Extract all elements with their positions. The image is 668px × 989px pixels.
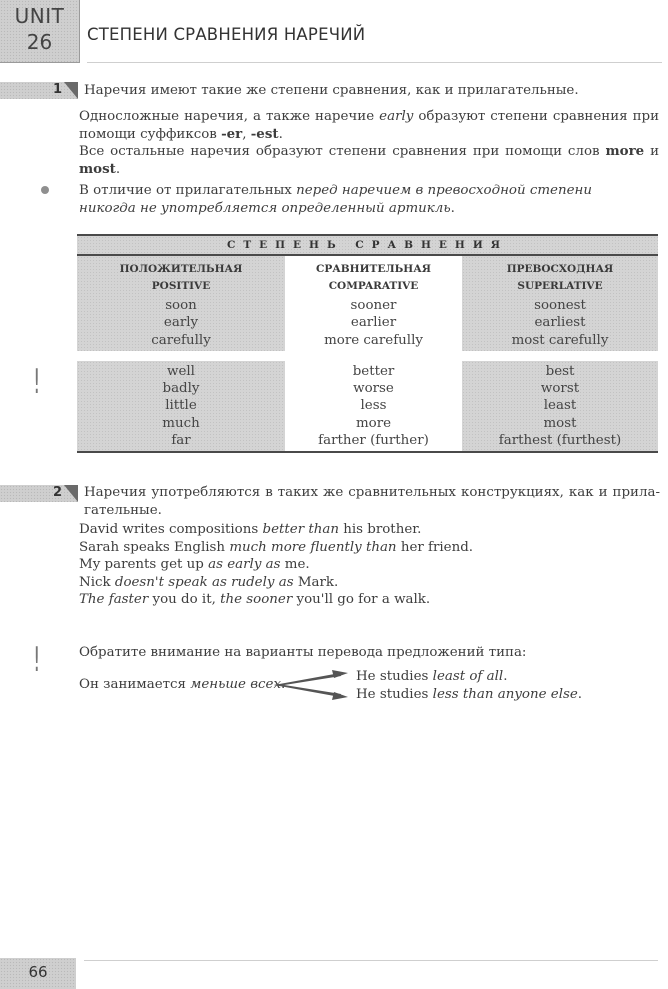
table-cell: most carefully	[511, 332, 609, 348]
section-1-paragraph-1: Односложные наречия, а также наречие early образуют степени сравнения при помощи суффиксов -er, -est.	[79, 109, 659, 142]
table-cell: well	[167, 363, 195, 379]
exclamation-icon: !	[33, 640, 41, 680]
table-cell: most	[543, 415, 577, 431]
section-1-note: В отличие от прилагательных перед наречием в превосходной степени никогда не употребляется определенный артикль.	[79, 183, 592, 216]
title-divider	[87, 62, 662, 63]
irregular-positive	[77, 361, 285, 451]
unit-number: 26	[26, 30, 53, 54]
column-comparative	[285, 256, 462, 351]
table-cell: earliest	[534, 315, 586, 331]
table-irregular-block	[77, 361, 658, 451]
comparison-table	[77, 234, 658, 453]
section-2-badge	[0, 485, 78, 502]
corner-triangle-icon	[64, 485, 78, 502]
footer-divider	[84, 960, 658, 961]
table-cell: much	[162, 415, 200, 431]
table-title: СТЕПЕНЬ СРАВНЕНИЯ	[77, 236, 658, 254]
column-header: ПОЛОЖИТЕЛЬНАЯ POSITIVE	[119, 263, 243, 292]
table-cell: least	[543, 398, 577, 414]
page-number: 66	[28, 963, 48, 981]
section-2-intro: Наречия употребляются в таких же сравнительных конструкциях, как и прила-гательные.	[84, 485, 660, 518]
example-sentence: Sarah speaks English much more fluently than her friend.	[79, 539, 474, 555]
table-bottom-rule	[77, 451, 658, 453]
table-cell: far	[171, 433, 191, 449]
unit-label: UNIT	[14, 4, 65, 28]
translation-variant: He studies less than anyone else.	[356, 686, 583, 702]
example-sentence: Nick doesn't speak as rudely as Mark.	[79, 574, 339, 590]
section-1-paragraph-2: Все остальные наречия образуют степени сравнения при помощи слов more и most.	[79, 143, 659, 177]
table-cell: farthest (furthest)	[498, 433, 622, 449]
bullet-icon	[41, 186, 49, 194]
irregular-superlative	[462, 361, 658, 451]
column-positive	[77, 256, 285, 351]
table-cell: little	[165, 398, 197, 414]
section-number: 1	[52, 82, 62, 97]
translation-variants	[356, 668, 582, 703]
table-cell: best	[545, 363, 575, 379]
section-1-intro: Наречия имеют такие же степени сравнения, как и прилагательные.	[84, 83, 579, 98]
column-header: СРАВНИТЕЛЬНАЯ COMPARATIVE	[315, 263, 432, 292]
translation-variant: He studies least of all.	[356, 669, 508, 684]
section-2-examples	[79, 521, 659, 609]
table-cell: carefully	[151, 332, 211, 348]
table-cell: early	[163, 315, 199, 331]
corner-triangle-icon	[64, 82, 78, 99]
table-cell: more	[355, 415, 392, 431]
table-cell: badly	[162, 381, 200, 397]
table-cell: more carefully	[324, 332, 423, 348]
column-superlative	[462, 256, 658, 351]
exclamation-icon: !	[33, 362, 41, 402]
section-1-badge	[0, 82, 78, 99]
table-cell: less	[360, 398, 387, 414]
page-title: СТЕПЕНИ СРАВНЕНИЯ НАРЕЧИЙ	[87, 25, 366, 44]
table-cell: better	[352, 363, 395, 379]
example-sentence: My parents get up as early as me.	[79, 557, 310, 572]
example-sentence: David writes compositions better than his brother.	[79, 522, 422, 537]
russian-example: Он занимается меньше всех	[79, 677, 282, 692]
section-number: 2	[52, 485, 62, 500]
table-cell: worst	[540, 381, 580, 397]
table-cell: farther (further)	[318, 433, 429, 449]
table-cell: earlier	[350, 315, 397, 331]
table-cell: worse	[353, 381, 394, 397]
table-cell: soonest	[534, 298, 586, 313]
table-cell: soon	[165, 298, 197, 313]
column-header: ПРЕВОСХОДНАЯ SUPERLATIVE	[506, 263, 614, 292]
branch-arrows-icon	[270, 670, 350, 700]
attention-text: Обратите внимание на варианты перевода предложений типа:	[79, 645, 527, 660]
table-cell: sooner	[350, 298, 397, 313]
example-sentence: The faster you do it, the sooner you'll go for a walk.	[79, 592, 431, 607]
table-regular-block	[77, 256, 658, 351]
irregular-comparative	[285, 361, 462, 451]
